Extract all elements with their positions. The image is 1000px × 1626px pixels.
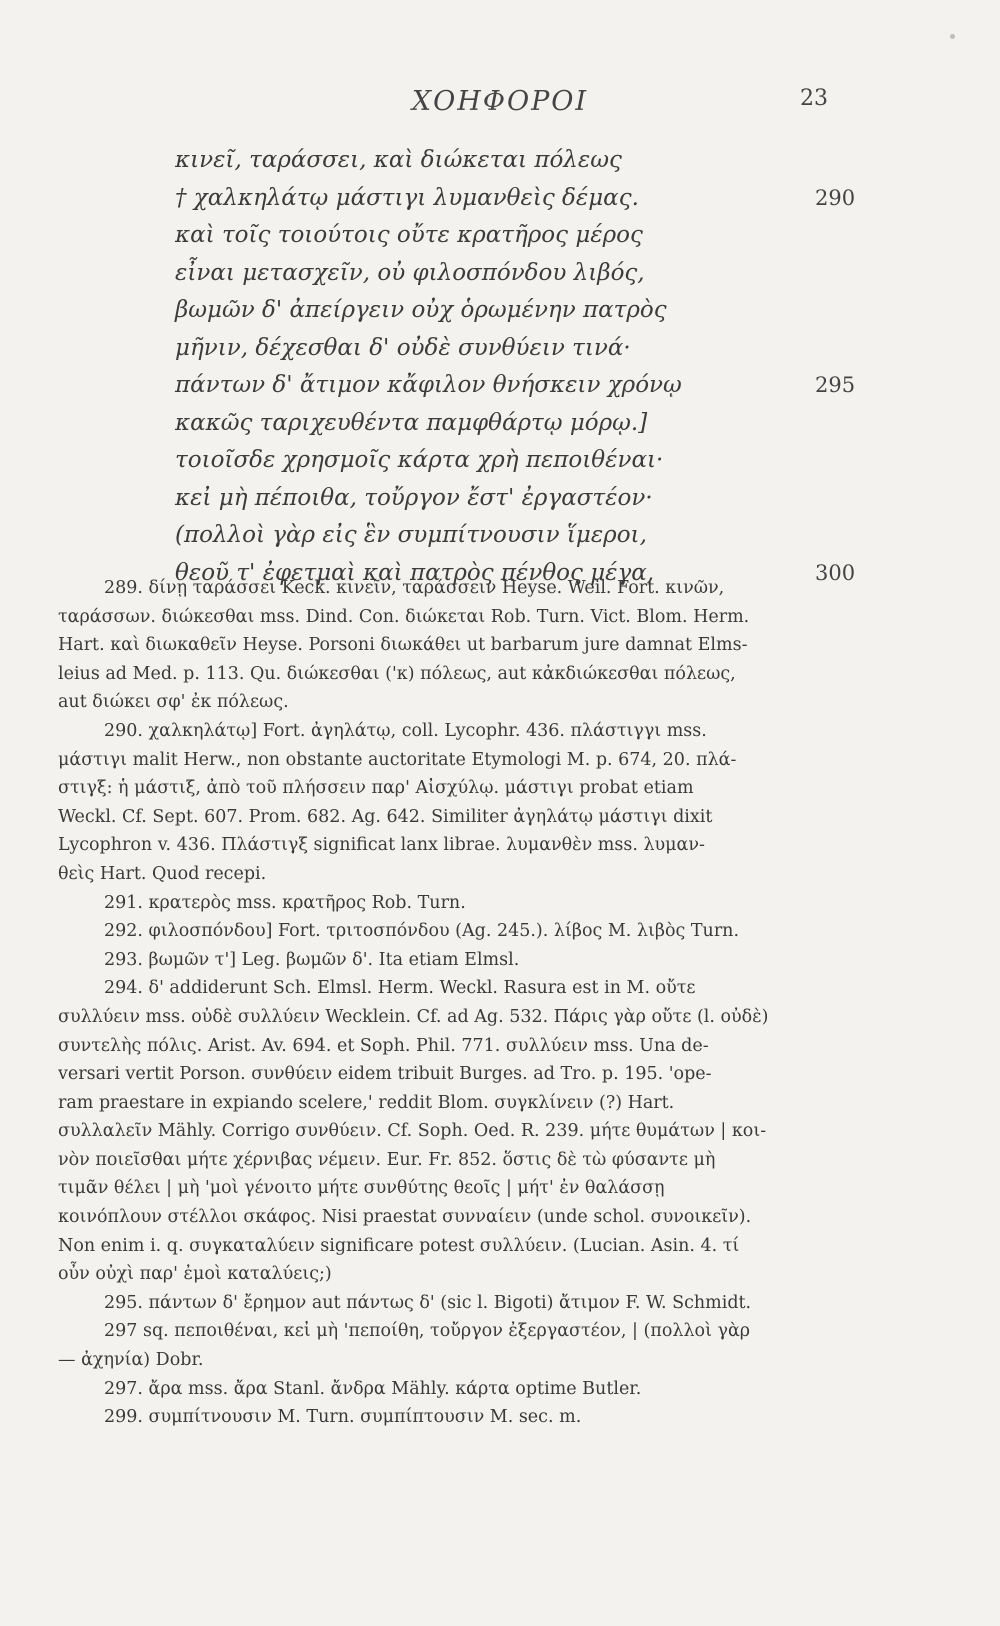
verse-line-text: κακῶς ταριχευθέντα παμφθάρτῳ μόρῳ.] [175,409,648,436]
verse-line [175,442,855,480]
note-line: μάστιγι malit Herw., non obstante auctoritate Etymologi M. p. 674, 20. πλά- [58,749,737,770]
note-line: κοινόπλουν στέλλοι σκάφος. Nisi praestat συνναίειν (unde schol. συνοικεῖν). [58,1207,752,1228]
note-line: 292. φιλοσπόνδου] Fort. τριτοσπόνδου (Ag. 245.). λίβος M. λιβὸς Turn. [104,921,740,942]
line-number: 295 [815,373,856,397]
verse-line [175,517,855,555]
verse-line-text: κεἰ μὴ πέποιθα, τοὔργον ἔστ' ἐργαστέον· [175,484,653,511]
note-line: 297 sq. πεποιθέναι, κεἰ μὴ 'πεποίθη, τοὔργον ἐξεργαστέον, | (πολλοὶ γὰρ [104,1321,751,1342]
note-line: 291. κρατερὸς mss. κρατῆρος Rob. Turn. [104,892,466,913]
note-line: — ἀχηνία) Dobr. [58,1350,204,1371]
note-line: 294. δ' addiderunt Sch. Elmsl. Herm. Weckl. Rasura est in M. οὔτε [104,978,696,999]
verse-line-text: κινεῖ, ταράσσει, καὶ διώκεται πόλεως [175,147,622,173]
verse-line [175,217,855,255]
note-line: 295. πάντων δ' ἔρημον aut πάντως δ' (sic l. Bigoti) ἄτιμον F. W. Schmidt. [104,1292,752,1313]
note-line: 297. ἄρα mss. ἄρα Stanl. ἄνδρα Mähly. κάρτα optime Butler. [104,1378,642,1399]
note-line: 299. συμπίτνουσιν M. Turn. συμπίπτουσιν M. sec. m. [104,1407,582,1428]
verse-line [175,480,855,518]
note-line: θεὶς Hart. Quod recepi. [58,863,267,884]
line-number: 290 [815,185,856,210]
verse-line-text: πάντων δ' ἄτιμον κἄφιλον θνήσκειν χρόνῳ [175,372,682,398]
note-line: 289. δίνῃ ταράσσει Keck. κινεῖν, ταράσσειν Heyse. Weil. Fort. κινῶν, [104,578,725,598]
verse-line-text: καὶ τοῖς τοιούτοις οὔτε κρατῆρος μέρος [175,222,643,248]
critical-apparatus [58,574,852,1432]
verse-line-text: θεοῦ τ' ἐφετμαὶ καὶ πατρὸς πένθος μέγα, [175,559,655,586]
note-line: Hart. καὶ διωκαθεῖν Heyse. Porsoni διωκάθει ut barbarum jure damnat Elms- [58,635,748,656]
paper-speck [950,34,955,39]
note-line: νὸν ποιεῖσθαι μήτε χέρνιβας νέμειν. Eur. Fr. 852. ὅστις δὲ τὼ φύσαντε μὴ [58,1149,716,1170]
verse-text [175,142,855,592]
note-line: aut διώκει σφ' ἐκ πόλεως. [58,692,289,713]
verse-line-text: μῆνιν, δέχεσθαι δ' οὐδὲ συνθύειν τινά· [175,334,631,361]
note-line: 293. βωμῶν τ'] Leg. βωμῶν δ'. Ita etiam Elmsl. [104,949,520,970]
note-line: τιμᾶν θέλει | μὴ 'μοὶ γένοιτο μήτε συνθύτης θεοῖς | μήτ' ἐν θαλάσσῃ [58,1178,665,1199]
note-line: leius ad Med. p. 113. Qu. διώκεσθαι ('κ) πόλεως, aut κἀκδιώκεσθαι πόλεως, [58,663,736,684]
note-line: ram praestare in expiando scelere,' reddit Blom. συγκλίνειν (?) Hart. [58,1092,675,1113]
note-line: συντελὴς πόλις. Arist. Av. 694. et Soph. Phil. 771. συλλύειν mss. Una de- [58,1035,709,1056]
verse-line-text: (πολλοὶ γὰρ εἰς ἓν συμπίτνουσιν ἵμεροι, [175,522,647,548]
note-line: Lycophron v. 436. Πλάστιγξ significat lanx librae. λυμανθὲν mss. λυμαν- [58,835,705,856]
note-line: στιγξ: ἡ μάστιξ, ἀπὸ τοῦ πλήσσειν παρ' Αἰσχύλῳ. μάστιγι probat etiam [58,778,694,799]
verse-line [175,367,855,405]
note-line: συλλύειν mss. οὐδὲ συλλύειν Wecklein. Cf. ad Ag. 532. Πάρις γὰρ οὔτε (l. οὐδὲ) [58,1006,769,1027]
note-line: ταράσσων. διώκεσθαι mss. Dind. Con. διώκεται Rob. Turn. Vict. Blom. Herm. [58,606,750,627]
verse-line [175,292,855,330]
note-line: 290. χαλκηλάτῳ] Fort. ἀγηλάτῳ, coll. Lycophr. 436. πλάστιγγι mss. [104,720,707,741]
verse-line-text: † χαλκηλάτῳ μάστιγι λυμανθεὶς δέμας. [175,184,639,211]
page-number: 23 [800,86,828,111]
running-title: ΧΟΗΦΟΡΟΙ [411,86,589,117]
verse-line [175,180,855,218]
verse-line-text: εἶναι μετασχεῖν, οὐ φιλοσπόνδου λιβός, [175,259,645,286]
verse-line [175,142,855,180]
note-line: οὖν οὐχὶ παρ' ἐμοὶ καταλύεις;) [58,1264,332,1285]
line-number: 300 [815,560,856,585]
verse-line [175,405,855,443]
verse-line-text: βωμῶν δ' ἀπείργειν οὐχ ὁρωμένην πατρὸς [175,297,667,323]
verse-line [175,255,855,293]
note-line: Weckl. Cf. Sept. 607. Prom. 682. Ag. 642. Similiter ἀγηλάτῳ μάστιγι dixit [58,806,713,827]
verse-line [175,330,855,368]
verse-line-text: τοιοῖσδε χρησμοῖς κάρτα χρὴ πεποιθέναι· [175,447,664,473]
note-line: versari vertit Porson. συνθύειν eidem tribuit Burges. ad Tro. p. 195. 'ope- [58,1064,712,1085]
note-line: συλλαλεῖν Mähly. Corrigo συνθύειν. Cf. Soph. Oed. R. 239. μήτε θυμάτων | κοι- [58,1121,767,1142]
note-line: Non enim i. q. συγκαταλύειν significare potest συλλύειν. (Lucian. Asin. 4. τί [58,1235,740,1256]
